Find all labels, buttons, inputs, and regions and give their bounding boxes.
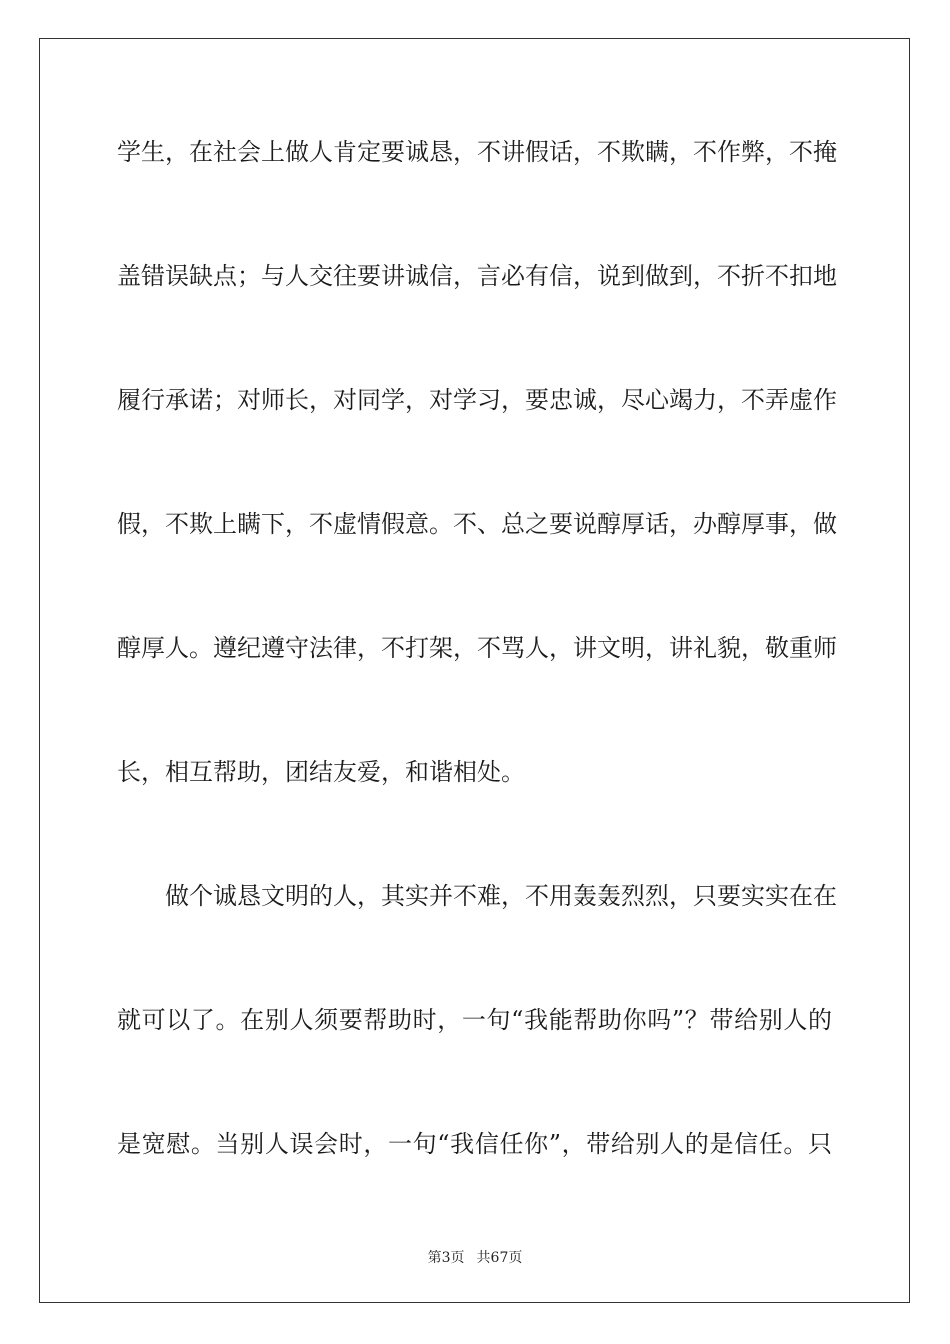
body-text-line: 是宽慰。当别人误会时，一句“我信任你”，带给别人的是信任。只 bbox=[117, 1130, 832, 1158]
paragraph-first-line: 做个诚恳文明的人，其实并不难，不用轰轰烈烈，只要实实在在 bbox=[165, 882, 837, 910]
page-footer bbox=[0, 1249, 950, 1267]
body-text-line: 长，相互帮助，团结友爱，和谐相处。 bbox=[117, 758, 525, 786]
body-text-line: 就可以了。在别人须要帮助时，一句“我能帮助你吗”？带给别人的 bbox=[117, 1006, 832, 1034]
body-text-line: 假，不欺上瞒下，不虚情假意。不、总之要说醇厚话，办醇厚事，做 bbox=[117, 510, 837, 538]
page-border bbox=[39, 38, 910, 1303]
body-text-line: 学生，在社会上做人肯定要诚恳，不讲假话，不欺瞒，不作弊，不掩 bbox=[117, 138, 837, 166]
body-text-line: 盖错误缺点；与人交往要讲诚信，言必有信，说到做到，不折不扣地 bbox=[117, 262, 837, 290]
page-number: 第3页 bbox=[427, 1250, 465, 1266]
total-pages: 共67页 bbox=[476, 1250, 523, 1266]
body-text-line: 履行承诺；对师长，对同学，对学习，要忠诚，尽心竭力，不弄虚作 bbox=[117, 386, 837, 414]
body-text-line: 醇厚人。遵纪遵守法律，不打架，不骂人，讲文明，讲礼貌，敬重师 bbox=[117, 634, 837, 662]
